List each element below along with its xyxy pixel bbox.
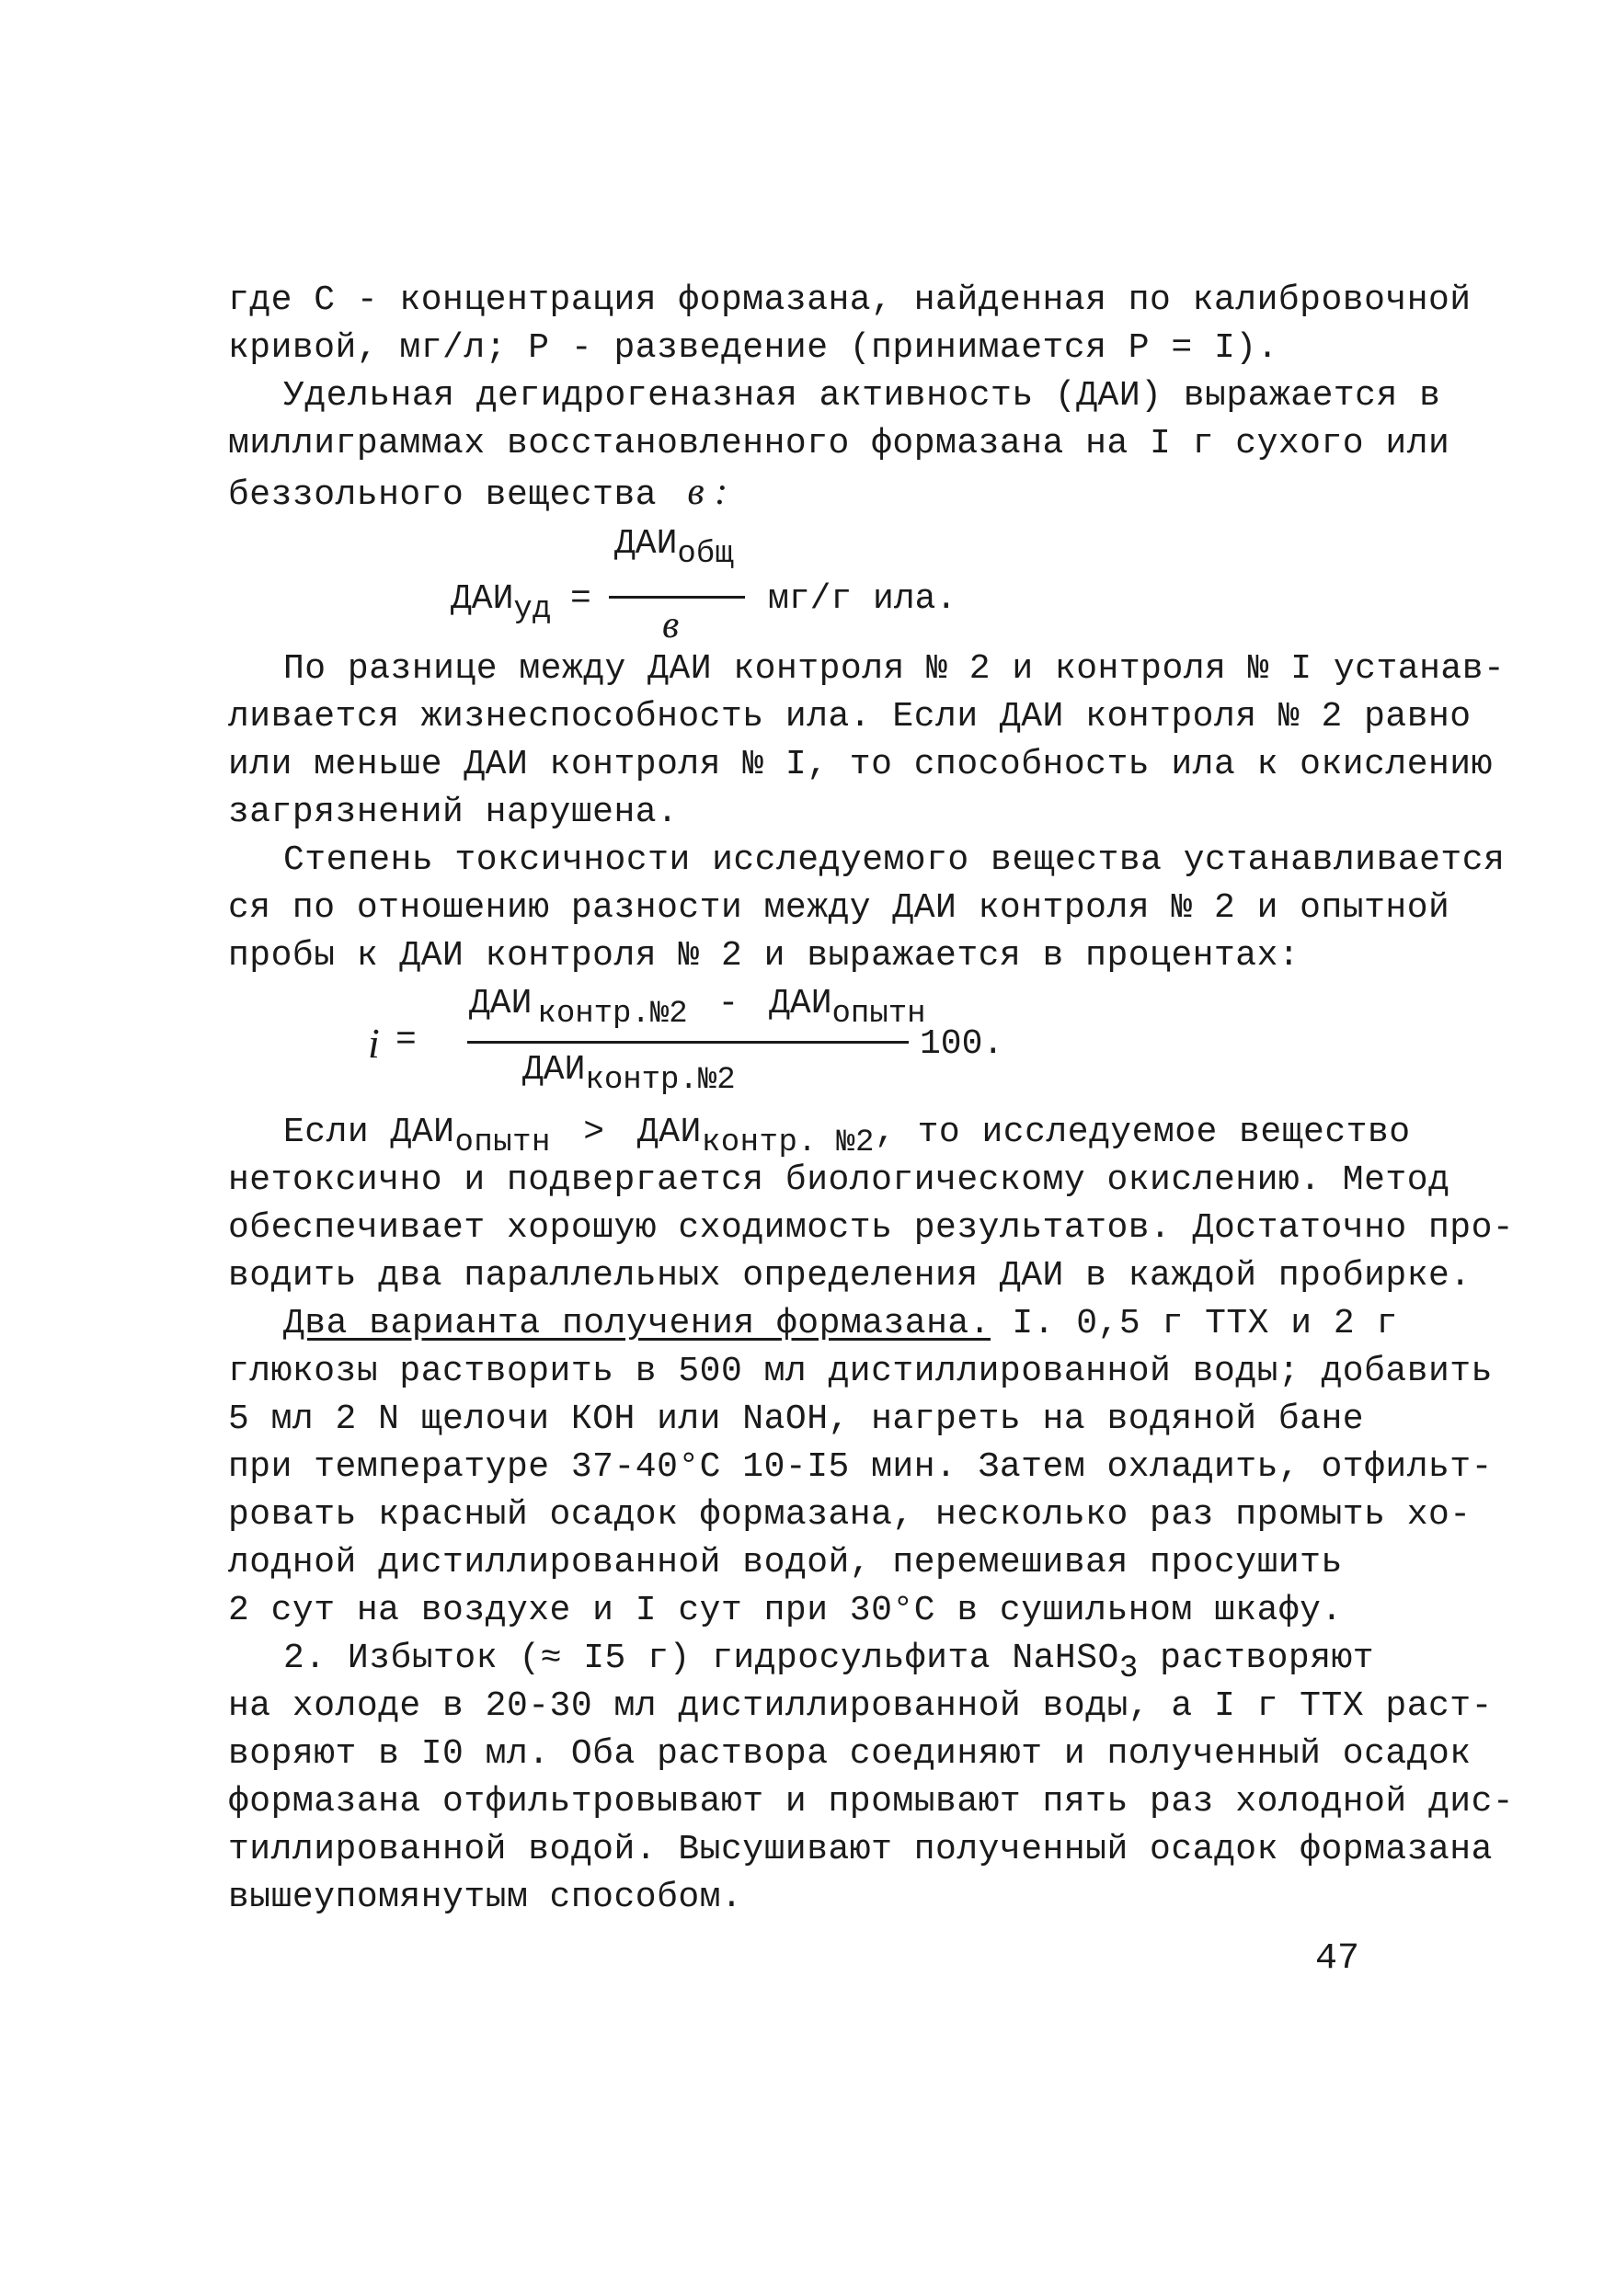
formula1-equals: = xyxy=(570,579,591,619)
paragraph-7-line-4: формазана отфильтровывают и промывают пять раз холодной дис- xyxy=(228,1782,1515,1822)
paragraph-6-line-5: ровать красный осадок формазана, несколько раз промыть хо- xyxy=(228,1495,1472,1535)
paragraph-4-line-3: пробы к ДАИ контроля № 2 и выражается в процентах: xyxy=(228,936,1300,976)
paragraph-5-dai-b: ДАИ xyxy=(636,1113,702,1152)
formula2-den-main: ДАИ xyxy=(522,1050,586,1090)
paragraph-2-line-3-text: беззольного вещества xyxy=(228,475,658,515)
paragraph-5-dai-a: Если ДАИ xyxy=(283,1113,455,1152)
formula2-num-a-sub: контр.№2 xyxy=(537,997,688,1032)
paragraph-5-dai-a-sub: опытн xyxy=(454,1125,551,1160)
formula1-unit: мг/г ила. xyxy=(768,579,957,619)
formula2-numerator xyxy=(469,984,926,1032)
formula2-equals: = xyxy=(395,1021,417,1060)
formula2-num-b-sub: опытн xyxy=(831,997,926,1032)
formula1-lhs-sub: уд xyxy=(513,592,552,627)
paragraph-3-line-3: или меньше ДАИ контроля № I, то способность ила к окислению xyxy=(228,745,1493,784)
paragraph-7-line-1-a: 2. Избыток (≈ I5 г) гидросульфита NaHSO xyxy=(283,1639,1119,1678)
variable-b: в : xyxy=(687,471,728,513)
formula2-factor: 100. xyxy=(920,1024,1004,1064)
paragraph-7-line-1 xyxy=(283,1639,1374,1689)
formula2-minus: - xyxy=(717,984,739,1023)
paragraph-7-line-1-sub: 3 xyxy=(1118,1651,1139,1686)
formula2-lhs: i xyxy=(368,1020,380,1067)
formula1-num-main: ДАИ xyxy=(614,524,678,564)
paragraph-5-line-3: обеспечивает хорошую сходимость результатов. Достаточно про- xyxy=(228,1208,1515,1248)
paragraph-6-line-6: лодной дистиллированной водой, перемешивая просушить xyxy=(228,1543,1343,1582)
formula2-num-a: ДАИ xyxy=(469,984,533,1023)
paragraph-7-line-6: вышеупомянутым способом. xyxy=(228,1878,743,1917)
formula1-denominator: в xyxy=(662,604,680,646)
paragraph-5-line-1-rest: , то исследуемое вещество xyxy=(874,1113,1411,1152)
paragraph-6-line-4: при температуре 37-40°С 10-I5 мин. Затем охладить, отфильт- xyxy=(228,1447,1493,1487)
paragraph-6-line-1 xyxy=(283,1304,1398,1344)
paragraph-7-line-2: на холоде в 20-30 мл дистиллированной воды, а I г ТТХ раст- xyxy=(228,1686,1493,1726)
paragraph-3-line-1: По разнице между ДАИ контроля № 2 и контроля № I устанав- xyxy=(283,649,1506,689)
paragraph-4-line-1: Степень токсичности исследуемого вещества устанавливается xyxy=(283,840,1506,880)
paragraph-7-line-1-b: растворяют xyxy=(1138,1639,1375,1678)
paragraph-7-line-5: тиллированной водой. Высушивают полученный осадок формазана xyxy=(228,1830,1493,1869)
page-number: 47 xyxy=(1315,1938,1360,1980)
formula1-lhs-main: ДАИ xyxy=(451,579,514,619)
paragraph-3-line-2: ливается жизнеспособность ила. Если ДАИ контроля № 2 равно xyxy=(228,697,1472,737)
formula2-den-sub: контр.№2 xyxy=(585,1063,736,1098)
paragraph-2-line-1: Удельная дегидрогеназная активность (ДАИ) выражается в xyxy=(283,376,1441,416)
paragraph-5-line-4: водить два параллельных определения ДАИ в каждой пробирке. xyxy=(228,1256,1472,1296)
paragraph-1-line-1: где С - концентрация формазана, найденная по калибровочной xyxy=(228,280,1472,320)
paragraph-5-dai-b-sub: контр. №2 xyxy=(701,1125,875,1160)
paragraph-6-line-7: 2 сут на воздухе и I сут при 30°С в сушильном шкафу. xyxy=(228,1591,1343,1630)
paragraph-6-line-3: 5 мл 2 N щелочи КОН или NaOH, нагреть на водяной бане xyxy=(228,1399,1365,1439)
section-heading-formazan: Два варианта получения формазана. xyxy=(283,1304,991,1343)
paragraph-2-line-3 xyxy=(228,472,728,516)
paragraph-1-line-2: кривой, мг/л; Р - разведение (принимается Р = I). xyxy=(228,328,1278,368)
paragraph-6-line-1-rest: I. 0,5 г ТТХ и 2 г xyxy=(991,1304,1398,1343)
paragraph-4-line-2: ся по отношению разности между ДАИ контроля № 2 и опытной xyxy=(228,888,1450,928)
paragraph-3-line-4: загрязнений нарушена. xyxy=(228,793,679,832)
paragraph-2-line-2: миллиграммах восстановленного формазана на I г сухого или xyxy=(228,424,1450,463)
formula1-numerator xyxy=(614,524,734,572)
paragraph-6-line-2: глюкозы растворить в 500 мл дистиллированной воды; добавить xyxy=(228,1352,1493,1391)
formula2-fraction-bar xyxy=(467,1041,909,1044)
paragraph-7-line-3: воряют в I0 мл. Оба раствора соединяют и полученный осадок xyxy=(228,1734,1472,1774)
paragraph-5-greater-than: > xyxy=(583,1113,605,1152)
formula1-fraction-bar xyxy=(609,596,745,599)
paragraph-5-line-2: нетоксично и подвергается биологическому окислению. Метод xyxy=(228,1160,1450,1200)
formula2-num-b: ДАИ xyxy=(769,984,832,1023)
formula2-denominator xyxy=(522,1050,736,1098)
formula1-lhs xyxy=(451,579,551,627)
formula1-num-sub: общ xyxy=(677,537,734,572)
paragraph-5-line-1 xyxy=(283,1113,1411,1163)
